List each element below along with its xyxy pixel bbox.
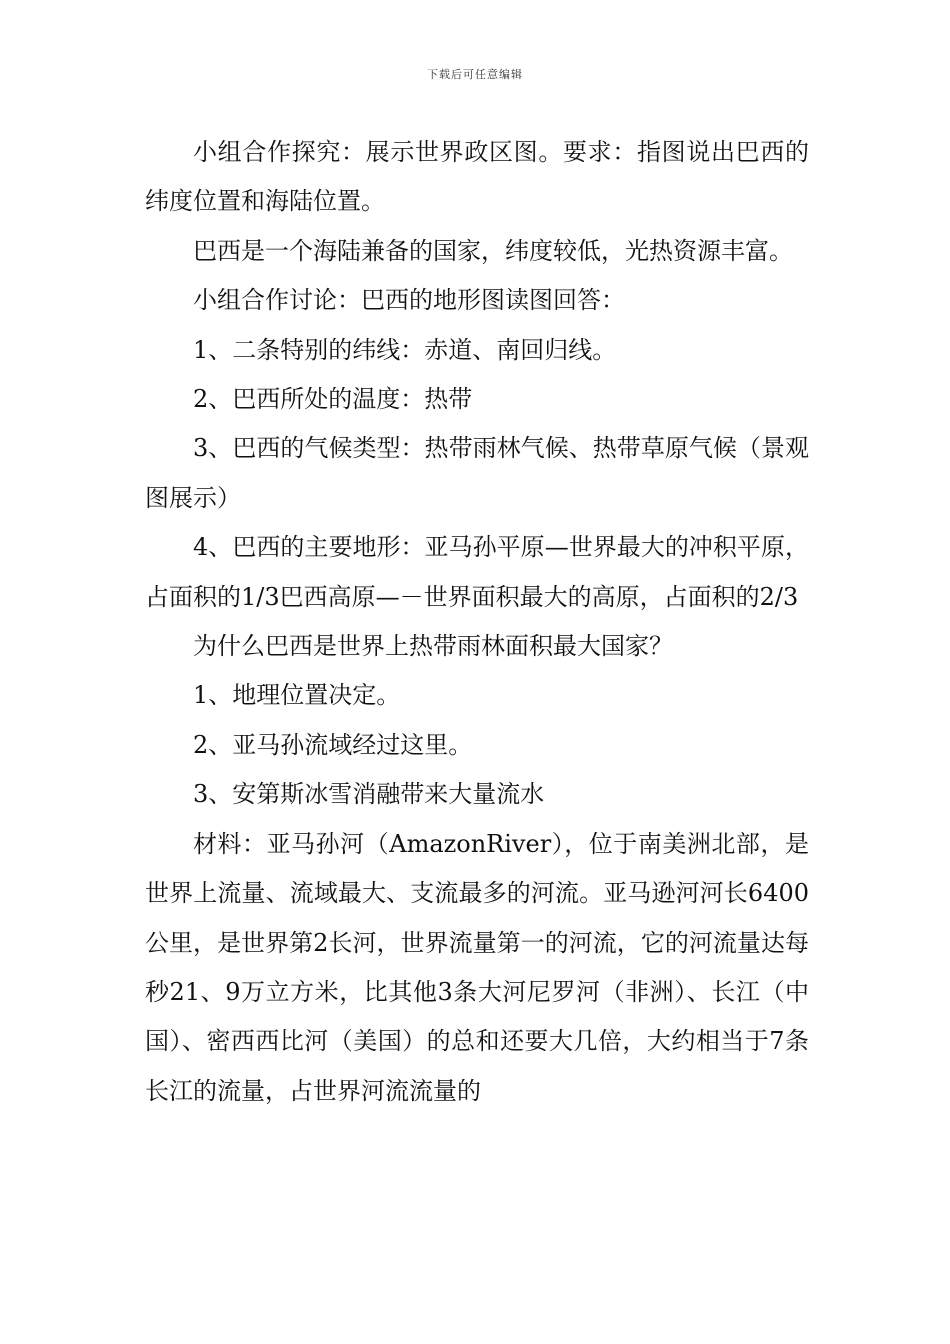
paragraph-brazil-overview: 巴西是一个海陆兼备的国家，纬度较低，光热资源丰富。 (193, 236, 793, 265)
list-item-latitude-lines: 1、二条特别的纬线：赤道、南回归线。 (193, 335, 617, 364)
page-header-note: 下载后可任意编辑 (427, 68, 523, 81)
paragraph-group-discussion: 小组合作讨论：巴西的地形图读图回答： (193, 286, 625, 315)
list-item-terrain: 4、巴西的主要地形：亚马孙平原—世界最大的冲积平原，占面积的1/3巴西高原—－世界面积最大的高原，占面积的2/3 (145, 533, 809, 611)
list-item-climate: 3、巴西的气候类型：热带雨林气候、热带草原气候（景观图展示） (145, 434, 809, 512)
list-item-amazon-basin: 2、亚马孙流域经过这里。 (193, 730, 473, 759)
paragraph-group-inquiry: 小组合作探究：展示世界政区图。要求：指图说出巴西的纬度位置和海陆位置。 (145, 138, 809, 216)
list-item-andes-meltwater: 3、安第斯冰雪消融带来大量流水 (193, 780, 545, 809)
list-item-temperature: 2、巴西所处的温度：热带 (193, 385, 473, 414)
list-item-location: 1、地理位置决定。 (193, 681, 401, 710)
document-body (145, 128, 809, 1116)
paragraph-rainforest-question: 为什么巴西是世界上热带雨林面积最大国家？ (193, 632, 673, 661)
paragraph-amazon-material: 材料：亚马孙河（AmazonRiver），位于南美洲北部，是世界上流量、流域最大、支流最多的河流。亚马逊河河长6400公里，是世界第2长河，世界流量第一的河流，它的河流量达每秒21、9万立方米，比其他3条大河尼罗河（非洲）、长江（中国）、密西西比河（美国）的总和还要大几倍，大约相当于7条长江的流量，占世界河流流量的 (145, 829, 809, 1105)
